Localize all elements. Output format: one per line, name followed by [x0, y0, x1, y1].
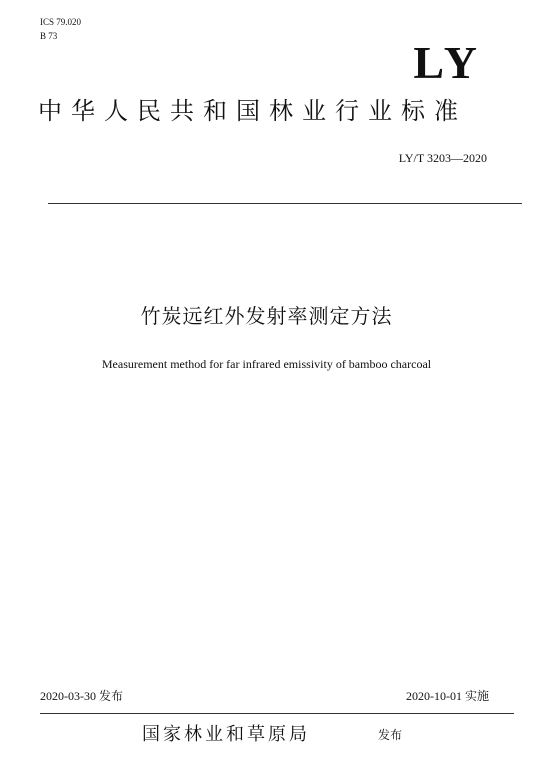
publish-label: 发布 [99, 689, 124, 703]
standard-number: LY/T 3203—2020 [398, 151, 487, 165]
document-title-zh: 竹炭远红外发射率测定方法 [140, 304, 393, 328]
document-title-en: Measurement method for far infrared emissivity of bamboo charcoal [101, 357, 432, 371]
implement-date: 2020-10-01 [405, 689, 462, 703]
publish-date: 2020-03-30 [40, 689, 96, 703]
issue-label: 发布 [378, 728, 403, 742]
implement-label: 实施 [464, 689, 489, 703]
classification-code: B 73 [40, 31, 58, 41]
ics-code: ICS 79.020 [40, 17, 82, 27]
publisher-name: 国家林业和草原局 [142, 724, 310, 745]
bottom-divider [40, 713, 514, 714]
standard-category-title: 中华人民共和国林业行业标准 [38, 97, 467, 125]
standard-logo: LY [413, 37, 481, 88]
publish-date-line [40, 688, 123, 704]
implement-date-line [406, 688, 489, 704]
top-divider [48, 203, 522, 204]
